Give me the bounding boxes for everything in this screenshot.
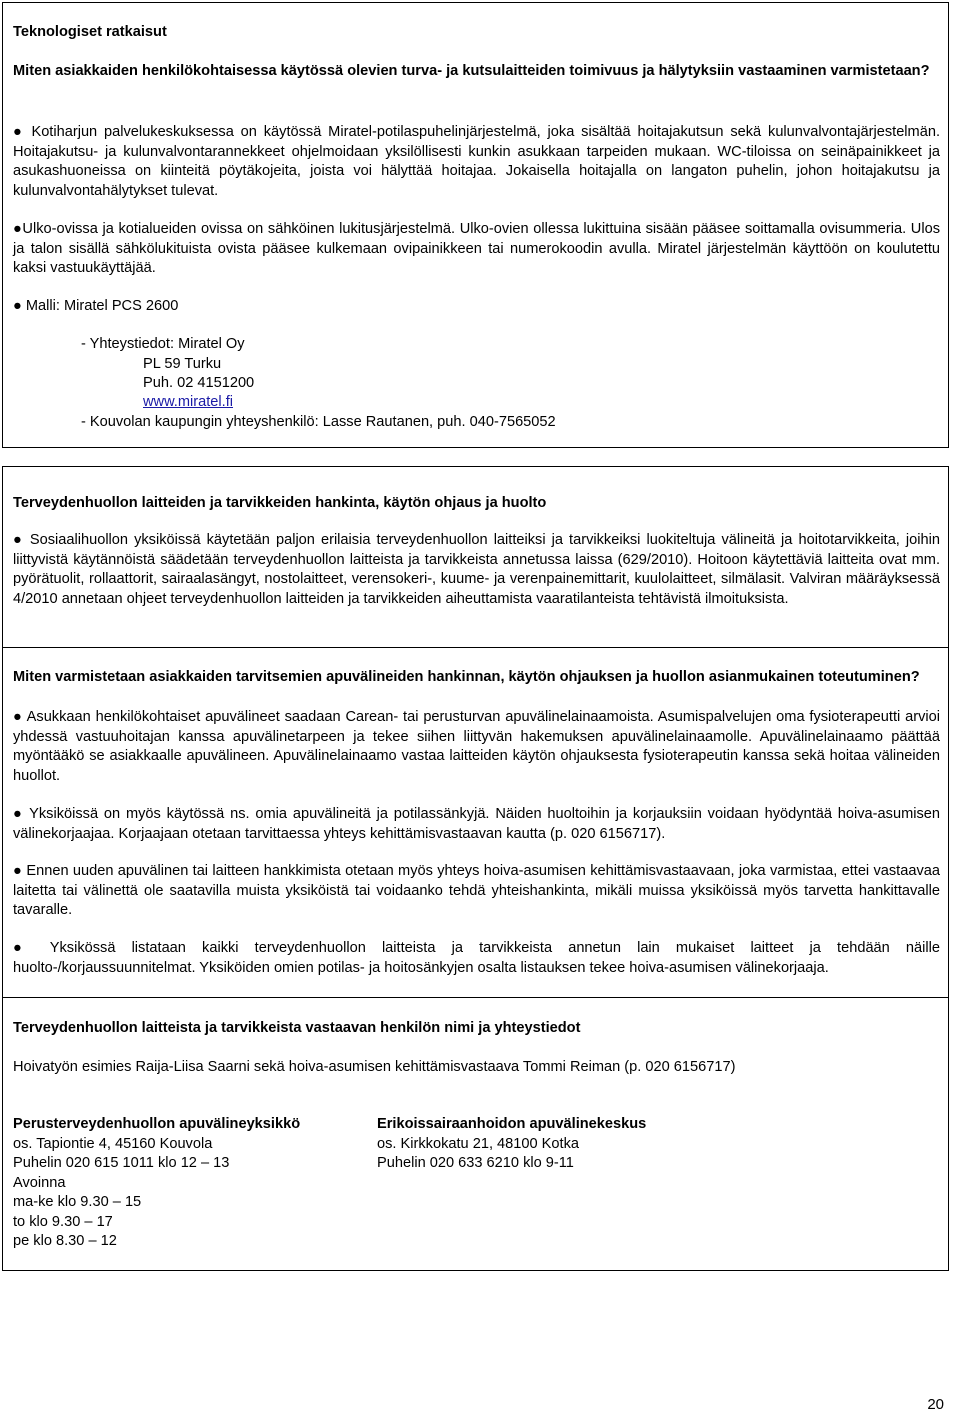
contact-card-right: [377, 1115, 737, 1174]
contact-card-line: pe klo 8.30 – 12: [13, 1233, 117, 1249]
paragraph: ● Sosiaalihuollon yksiköissä käytetään paljon erilaisia terveydenhuollon laitteiksi ja tarvikkeiksi luokiteltuja välineitä ja hoitotarvikkeita, joihin liittyvistä käytännöistä säädetään terveydenhuollon laitteista ja tarvikkeista annetussa laissa (629/2010). Hoitoon käytettäviä laitteita ovat mm. pyörätuolit, rollaattorit, sairaalasängyt, nostolaitteet, verensokeri-, kuume- ja verenpainemittarit, kuulolaitteet, silmälasit. Valviran määräyksessä 4/2010 annetaan ohjeet terveydenhuollon laitteiden ja tarvikkeiden aiheuttamista vaaratilanteista tehtävistä ilmoituksista.: [13, 532, 940, 607]
contact-card-left: [13, 1115, 373, 1252]
contact-card-line: os. Tapiontie 4, 45160 Kouvola: [13, 1135, 213, 1152]
section-heading: Teknologiset ratkaisut: [13, 24, 167, 40]
contact-card-line: Avoinna: [13, 1174, 66, 1191]
contact-web-link[interactable]: www.miratel.fi: [143, 394, 234, 410]
section-heading: Miten varmistetaan asiakkaiden tarvitsemien apuvälineiden hankinnan, käytön ohjauksen ja huollon asianmukainen toteutuminen?: [13, 669, 920, 685]
contact-phone: Puh. 02 4151200: [143, 375, 255, 391]
question-text: Miten asiakkaiden henkilökohtaisessa käytössä olevien turva- ja kutsulaitteiden toimivuus ja hälytyksiin vastaaminen varmistetaan?: [13, 63, 930, 79]
contact-card-title: Erikoissairaanhoidon apuvälinekeskus: [377, 1116, 647, 1132]
paragraph: ● Asukkaan henkilökohtaiset apuvälineet saadaan Carean- tai perusturvan apuvälinelainaamoista. Asumispalvelujen oma fysioterapeutti arvioi yhdessä vastuuhoitajan kanssa apuvälinetarpeen ja tekee siihen liittyvän hakemuksen apuvälinelainaamolle. Apuvälinelainaamo päättää myöntääkö se asiakkaalle apuvälineen. Apuvälinelainaamo vastaa laitteiden käytön ohjauksesta fysioterapeutin kanssa sekä hoitaa välineiden huollot.: [13, 709, 940, 784]
section-divider: [3, 997, 948, 998]
contact-card-line: Puhelin 020 615 1011 klo 12 – 13: [13, 1155, 230, 1171]
contact-label: - Yhteystiedot: Miratel Oy: [81, 336, 245, 352]
paragraph: ● Kotiharjun palvelukeskuksessa on käytössä Miratel-potilaspuhelinjärjestelmä, joka sisältää hoitajakutsun sekä kulunvalvontajärjestelmän. Hoitajakutsu- ja kulunvalvontarannekkeet ohjelmoidaan yksilöllisesti kunkin asukkaan tarpeiden mukaan. WC-tiloissa on seinäpainikkeet ja asukashuoneissa on kiinteitä pöytäkojeita, joista voi hälyttää hoitajaa. Jokaisella hoitajalla on langaton puhelin, johon hoitajakutsu ja kulunvalvontahälytykset tulevat.: [13, 124, 940, 199]
section-heading: Terveydenhuollon laitteista ja tarvikkeista vastaavan henkilön nimi ja yhteystiedot: [13, 1020, 581, 1036]
contact-card-line: ma-ke klo 9.30 – 15: [13, 1194, 142, 1210]
page-number: 20: [927, 1396, 944, 1413]
contact-card-line: os. Kirkkokatu 21, 48100 Kotka: [377, 1135, 580, 1152]
model-line: ● Malli: Miratel PCS 2600: [13, 298, 179, 314]
paragraph: ●Ulko-ovissa ja kotialueiden ovissa on sähköinen lukitusjärjestelmä. Ulko-ovien ollessa lukittuina sisään pääsee soittamalla ovisummeria. Ulos ja talon sisällä sähkölukituista ovista pääsee kulkemaan ovipainikkeen tai numerokoodin avulla. Miratel järjestelmän käyttöön on koulutettu kaksi vastuukäyttäjää.: [13, 221, 940, 276]
responsible-persons: Hoivatyön esimies Raija-Liisa Saarni sekä hoiva-asumisen kehittämisvastaava Tommi Reiman (p. 020 6156717): [13, 1059, 736, 1075]
contact-card-title: Perusterveydenhuollon apuvälineyksikkö: [13, 1116, 301, 1132]
paragraph: ● Ennen uuden apuvälinen tai laitteen hankkimista otetaan myös yhteys hoiva-asumisen kehittämisvastaavaan, joka varmistaa, ettei vastaavaa laitetta tai välinettä ole saatavilla muista yksiköistä tai voidaanko tehdä yhteishankinta, mikäli muissa yksiköissä myös tarvetta hankittavalle tavaralle.: [13, 863, 940, 918]
contact-address: PL 59 Turku: [143, 356, 222, 372]
contact-card-line: Puhelin 020 633 6210 klo 9-11: [377, 1155, 574, 1171]
technology-section: [2, 2, 949, 448]
paragraph: ● Yksikössä listataan kaikki terveydenhuollon laitteista ja tarvikkeista annetun lain mukaiset laitteet ja tehdään näille huolto-/korjaussuunnitelmat. Yksiköiden omien potilas- ja hoitosänkyjen osalta listauksen tekee hoiva-asumisen välinekorjaaja.: [13, 940, 940, 976]
contact-card-line: to klo 9.30 – 17: [13, 1213, 113, 1230]
section-heading: Terveydenhuollon laitteiden ja tarvikkeiden hankinta, käytön ohjaus ja huolto: [13, 495, 547, 511]
equipment-section: [2, 466, 949, 1271]
section-divider: [3, 647, 948, 648]
contact-person: - Kouvolan kaupungin yhteyshenkilö: Lasse Rautanen, puh. 040-7565052: [81, 414, 556, 430]
paragraph: ● Yksiköissä on myös käytössä ns. omia apuvälineitä ja potilassänkyjä. Näiden huoltoihin ja korjauksiin voidaan hyödyntää hoiva-asumisen välinekorjaajaa. Korjaajaan otetaan tarvittaessa yhteys kehittämisvastaavan kautta (p. 020 6156717).: [13, 806, 940, 842]
